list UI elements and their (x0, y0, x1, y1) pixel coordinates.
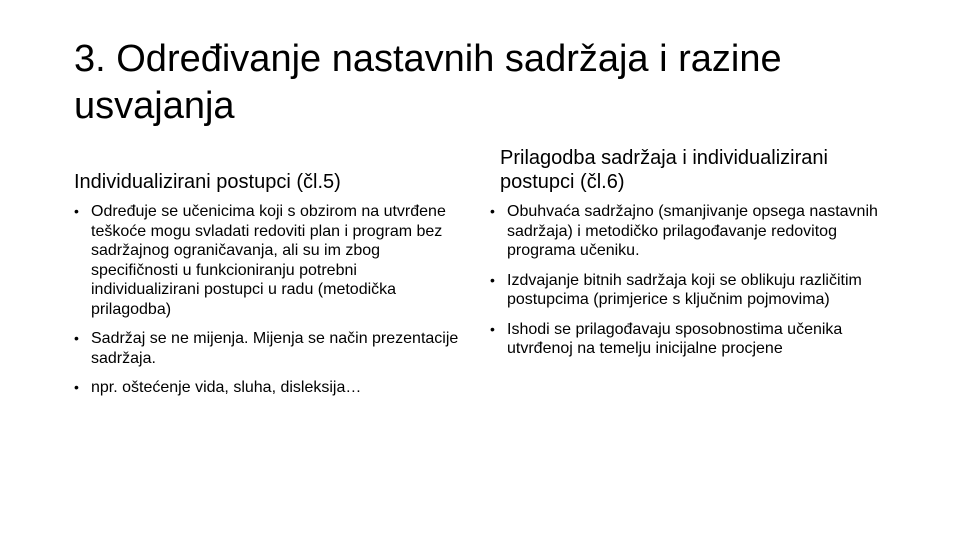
bullet-icon: • (74, 203, 79, 219)
bullet-text: Određuje se učenicima koji s obzirom na utvrđene teškoće mogu svladati redoviti plan i program bez sadržajnog ograničavanja, ali su im zbog specifičnosti u funkcioniranju potrebni individualizirani postupci u radu (metodička prilagodba) (91, 203, 446, 318)
bullet-text: npr. oštećenje vida, sluha, disleksija… (91, 379, 362, 396)
bullet-icon: • (490, 203, 495, 219)
right-bullet-list (490, 202, 900, 369)
slide-title: 3. Određivanje nastavnih sadržaja i razine usvajanja (74, 38, 782, 127)
list-item (74, 329, 464, 368)
list-item (490, 320, 900, 359)
bullet-icon: • (490, 271, 495, 288)
bullet-text: Ishodi se prilagođavaju sposobnostima učenika utvrđenoj na temelju inicijalne procjene (507, 320, 843, 357)
list-item (490, 271, 900, 310)
left-column-heading: Individualizirani postupci (čl.5) (74, 171, 341, 193)
bullet-text: Obuhvaća sadržajno (smanjivanje opsega nastavnih sadržaja) i metodičko prilagođavanje redovitog programa učeniku. (507, 203, 878, 259)
bullet-text: Izdvajanje bitnih sadržaja koji se oblikuju različitim postupcima (primjerice s ključnim pojmovima) (507, 271, 862, 308)
bullet-text: Sadržaj se ne mijenja. Mijenja se način prezentacije sadržaja. (91, 330, 459, 367)
bullet-icon: • (74, 330, 79, 346)
list-item (74, 202, 464, 319)
right-column-heading: Prilagodba sadržaja i individualizirani postupci (čl.6) (500, 147, 828, 193)
left-bullet-list (74, 202, 464, 408)
list-item (74, 378, 464, 398)
bullet-icon: • (490, 320, 495, 337)
list-item (490, 202, 900, 261)
bullet-icon: • (74, 379, 79, 395)
